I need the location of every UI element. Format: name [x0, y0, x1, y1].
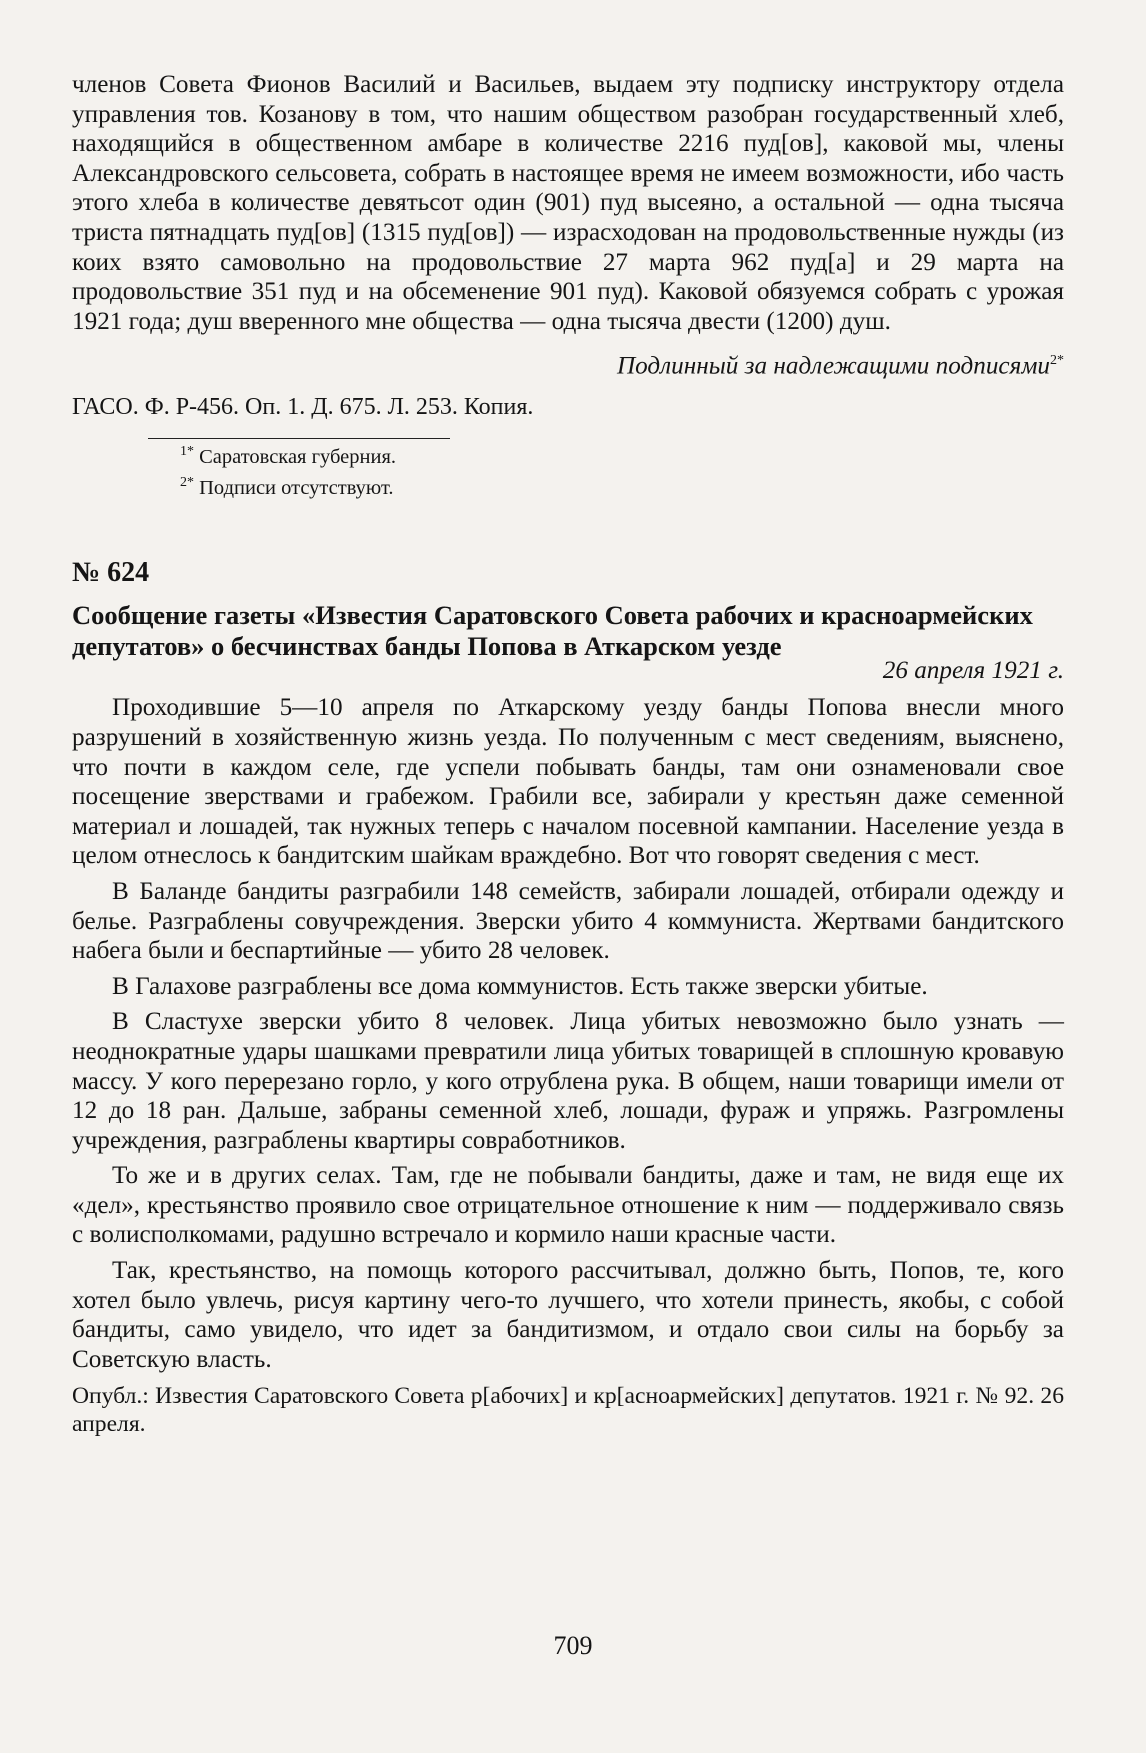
continuation-paragraph: членов Совета Фионов Василий и Васильев, выдаем эту подписку инструктору отдела управления тов. Козанову в том, что нашим обществом разобран государственный хлеб, находящийся в общественном амбаре в количестве 2216 пуд[ов], каковой мы, члены Александровского сельсовета, собрать в настоящее время не имеем возможности, ибо часть этого хлеба в количестве девятьсот один (901) пуд высеяно, а остальной — одна тысяча триста пятнадцать пуд[ов] (1315 пуд[ов]) — израсходован на продовольственные нужды (из коих взято самовольно на продовольствие 27 марта 962 пуд[а] и 29 марта на продовольствие 351 пуд и на обсеменение 901 пуд). Каковой обязуемся собрать с урожая 1921 года; душ вверенного мне общества — одна тысяча двести (1200) душ. — [72, 71, 1064, 335]
footnote-mark: 1* — [180, 443, 194, 459]
signature-note — [72, 346, 1064, 381]
footnote-1 — [72, 439, 1064, 470]
body-paragraph: Проходившие 5—10 апреля по Аткарскому уезду банды Попова внесли много разрушений в хозяйственную жизнь уезда. По полученным с мест сведениям, выяснено, что почти в каждом селе, где успели побывать банды, там они ознаменовали свое посещение зверствами и грабежом. Грабили все, забирали у крестьян даже семенной материал и лошадей, так нужных теперь с началом посевной кампании. Население уезда в целом отнеслось к бандитским шайкам враждебно. Вот что говорят сведения с мест. — [72, 694, 1064, 870]
footnote-mark: 2* — [180, 474, 194, 490]
document-date: 26 апреля 1921 г. — [882, 657, 1064, 685]
document-number: № 624 — [72, 557, 150, 589]
archive-reference: ГАСО. Ф. Р-456. Оп. 1. Д. 675. Л. 253. Копия. — [72, 393, 534, 420]
publication-reference: Опубл.: Известия Саратовского Совета р[абочих] и кр[асноармейских] депутатов. 1921 г. № 92. 26 апреля. — [72, 1383, 1064, 1438]
document-title: Сообщение газеты «Известия Саратовского Совета рабочих и красноармейских депутатов» о бесчинствах банды Попова в Аткарском уезде — [72, 600, 1033, 662]
footnote-text: Подписи отсутствуют. — [199, 476, 394, 499]
body-paragraph: Так, крестьянство, на помощь которого рассчитывал, должно быть, Попов, те, кого хотел было увлечь, рисуя картину чего-то лучшего, что хотели принесть, якобы, с собой бандиты, само увидело, что идет за бандитизмом, и отдало свои силы на борьбу за Советскую власть. — [72, 1257, 1064, 1373]
body-paragraph: В Баланде бандиты разграбили 148 семейств, забирали лошадей, отбирали одежду и белье. Разграблены совучреждения. Зверски убито 4 коммуниста. Жертвами бандитского набега были и беспартийные — убито 28 человек. — [72, 877, 1064, 965]
signature-footnote-mark: 2* — [1050, 353, 1064, 369]
body-paragraph: В Сластухе зверски убито 8 человек. Лица убитых невозможно было узнать — неоднократные удары шашками превратили лица убитых товарищей в сплошную кровавую массу. У кого перерезано горло, у кого отрублена рука. В общем, наши товарищи имели от 12 до 18 ран. Дальше, забраны семенной хлеб, лошади, фураж и упряжь. Разгромлены учреждения, разграблены квартиры совработников. — [72, 1008, 1064, 1154]
page-number: 709 — [553, 1631, 593, 1660]
signature-text: Подлинный за надлежащими подписями — [616, 352, 1050, 380]
body-paragraph: В Галахове разграблены все дома коммунистов. Есть также зверски убитые. — [112, 972, 928, 1000]
footnote-2 — [72, 470, 1064, 501]
body-paragraph: То же и в других селах. Там, где не побывали бандиты, даже и там, не видя еще их «дел», крестьянство проявило свое отрицательное отношение к ним — поддерживало связь с волисполкомами, радушно встречало и кормило наши красные части. — [72, 1162, 1064, 1249]
footnote-text: Саратовская губерния. — [199, 445, 397, 468]
page-body — [72, 70, 1064, 1438]
